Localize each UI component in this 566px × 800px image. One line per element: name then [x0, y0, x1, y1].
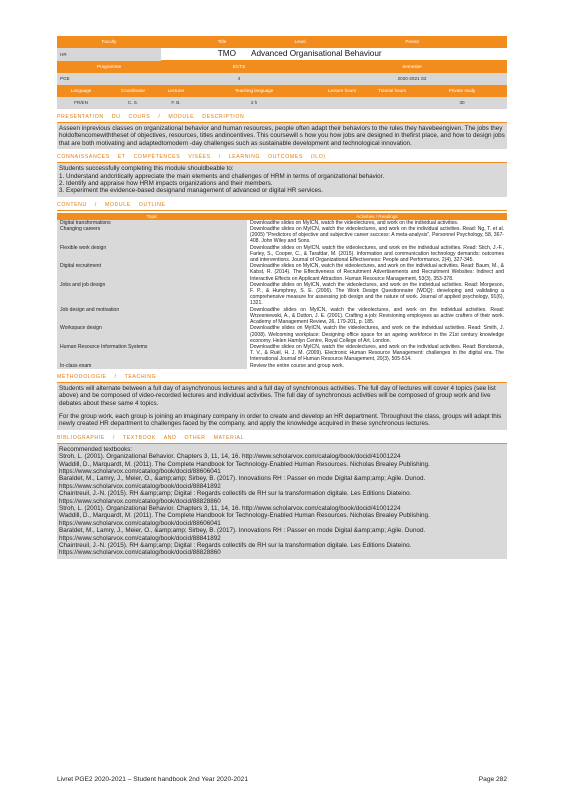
outline-topic: In-class exam	[57, 363, 247, 369]
info-label-faculty: Faculty	[57, 36, 161, 48]
info-programme-value: PGE	[57, 73, 161, 85]
content-area	[57, 36, 507, 783]
bibliography-entry: Waddill, D., Marquardt, M. (2011). The Complete Handbook for Technology-Enabled Human Resources. Nicholas Brealey Publishing. https://www.scholarvox.com/catalog/book/docid/88606041	[59, 512, 430, 527]
bibliography-entry: Baraldet, M., Lamry, J., Meier, O., &amp;amp; Sirbey, B. (2017). Innovations RH : Passer en mode Digital &amp;amp; Agile. Dunod. https://www.scholarvox.com/catalog/book/docid/88841892	[59, 475, 426, 490]
info-faculty-value: HR	[57, 48, 161, 61]
outline-topic: Digital recruitment	[57, 263, 247, 282]
course-code: TMO	[161, 48, 239, 61]
info-label-level: Level	[283, 36, 317, 48]
presentation-box	[57, 123, 507, 149]
outcomes-heading: CONNAISSANCES ET COMPÉTENCES VISÉES / LEARNING OUTCOMES (ILO)	[57, 154, 507, 163]
outline-row	[57, 325, 507, 344]
outline-activity: Downloadthe slides on MyICN, watch the videolectures, and work on the individual activities. Read: Smith, J. (2008). Welcoming workplace: Designing office space for an ageing workforce in the 21st century knowledge economy. Helen Hamlyn Centre, Royal College of Art, London.	[247, 325, 507, 344]
methodology-heading: MÉTHODOLOGIE / TEACHING	[57, 374, 507, 383]
outline-activity: Downloadthe slides on MyICN, watch the videolectures, and work on the individual activities. Read: Stich, J.-F., Farley, S., Cooper, C., & Tarafdar, M. (2015). Information and communication technology demands: outcomes and interventions. Journal of Organizational Effectiveness: People and Performance, 2(4), 327-345.	[247, 245, 507, 264]
bibliography-entry: Chaintreuil, J.-N. (2015). RH &amp;amp; Digital : Regards collectifs de RH sur la transformation digitale. Les Editions Diateino. https://www.scholarvox.com/catalog/book/docid/88828860	[59, 490, 412, 505]
outline-heading: CONTENU / MODULE OUTLINE	[57, 202, 507, 211]
info-label-private-study: Private study	[417, 85, 507, 97]
outline-topic: Digital transformations	[57, 220, 247, 226]
outline-header-topic: Topic	[57, 213, 247, 220]
presentation-heading: PRESENTATION DU COURS / MODULE DESCRIPTION	[57, 114, 507, 123]
footer-page-number: Page 282	[478, 776, 507, 783]
info-label-period: Period	[317, 36, 507, 48]
info-label-teaching-language: Teaching language	[191, 85, 317, 97]
methodology-paragraph-1: Students will alternate between a full day of asynchronous lectures and a full day of synchronous activities. The full day of lectures will cover 4 topics (see list above) and be composed of video-recorded lectures and individual activities. The full day of synchronous activities will be composed of group work and live debates about these same 4 topics.	[59, 384, 496, 407]
outline-activity: Downloadthe slides on MyICN, watch the videolectures, and work on the individual activities. Read: Bondarouk, T. V., & Ruël, H. J. M. (2009). Electronic Human Resource Management: challenges in the digital era. The International Journal of Human Resource Management, 20(3), 505-514.	[247, 344, 507, 363]
outline-topic: Human Resource Information Systems	[57, 344, 247, 363]
bibliography-entry: Stroh, L. (2001). Organizational Behavior. Chapters 3, 11, 14, 16. http://www.scholarvox.com/catalog/book/docid/41001224	[59, 505, 401, 512]
info-teaching-value: 2 h	[191, 97, 317, 109]
outline-row	[57, 282, 507, 307]
outcome-item-2: 2. Identify and appraise how HRM impacts organizations and their members.	[59, 180, 273, 188]
outline-activity: Downloadthe slides on MyICN, watch the videolectures, and work on the individual activities.	[247, 220, 507, 226]
outline-activity: Review the entire course and group work.	[247, 363, 507, 369]
info-label-programme: Programme	[57, 61, 161, 74]
outline-activity: Downloadthe slides on MyICN, watch the videolectures, and work on the individual activities. Read: Wrzesniewski, A., & Dutton, J. E. (2001). Crafting a job: Revisioning employees as active crafters of their work. Academy of Management Review, 26, 179-201, p. 185.	[247, 307, 507, 326]
outcomes-intro: Students successfully completing this module shouldbeable to:	[59, 165, 234, 173]
info-label-coordinator: Coordinator	[105, 85, 161, 97]
footer-handbook-title: Livret PGE2 2020-2021 – Student handbook 2nd Year 2020-2021	[57, 776, 249, 783]
methodology-box	[57, 383, 507, 430]
course-info-table	[57, 36, 507, 109]
info-label-semester: Semester	[317, 61, 507, 74]
info-label-lecture-hours: Lecture hours	[317, 85, 367, 97]
info-lecturer-value: F. B.	[161, 97, 191, 109]
outline-activity: Downloadthe slides on MyICN, watch the videolectures, and work on the individual activities. Read: Baum, M., & Kabst, R. (2014). The Effectiveness of Recruitment Advertisements and Recruitment Websites: Indirect and Interactive Effects on Applicant Attraction. Human Resource Management, 53(3), 353-378.	[247, 263, 507, 282]
methodology-paragraph-2: For the group work, each group is joining an imaginary company in order to create and develop an HR department. Throughout the class, groups will adapt this newly created HR department to challenges faced by the company, and apply the knowledge acquired in these synchronous lectures.	[59, 412, 502, 428]
outcomes-box	[57, 163, 507, 197]
outline-topic: Flexible work design	[57, 245, 247, 264]
bibliography-entry: Chaintreuil, J.-N. (2015). RH &amp;amp; Digital : Regards collectifs de RH sur la transformation digitale. Les Editions Diateino. https://www.scholarvox.com/catalog/book/docid/88828860	[59, 542, 412, 557]
outline-row	[57, 226, 507, 245]
outline-activity: Downloadthe slides on MyICN, watch the videolectures, and work on the individual activities. Read: Ng, T. et al. (2005) "Predictors of objective and subjective career success: A meta-analysis", Personnel Psychology, 58, 367-408. John Wiley and Sons.	[247, 226, 507, 245]
info-language-value: FR/EN	[57, 97, 105, 109]
outline-row	[57, 307, 507, 326]
outline-header-activities: Activities / Readings	[247, 213, 507, 220]
info-ects-value: 4	[161, 73, 317, 85]
outline-row	[57, 344, 507, 363]
bibliography-intro: Recommended textbooks:	[59, 445, 133, 453]
outline-table	[57, 213, 507, 369]
bibliography-entry: Baraldet, M., Lamry, J., Meier, O., &amp;amp; Sirbey, B. (2017). Innovations RH : Passer en mode Digital &amp;amp; Agile. Dunod. https://www.scholarvox.com/catalog/book/docid/88841892	[59, 527, 426, 542]
info-coordinator-value: C. S.	[105, 97, 161, 109]
outline-topic: Changing careers	[57, 226, 247, 245]
outline-topic: Job design and motivation	[57, 307, 247, 326]
outline-row	[57, 263, 507, 282]
info-semester-value: 2020-2021 S2	[317, 73, 507, 85]
info-label-language: Language	[57, 85, 105, 97]
bibliography-box	[57, 444, 507, 559]
outline-row	[57, 245, 507, 264]
info-private-study-value: 30	[417, 97, 507, 109]
info-label-ects: ECTS	[161, 61, 317, 74]
info-label-lecturer: Lecturer	[161, 85, 191, 97]
bibliography-entry: Stroh, L. (2001). Organizational Behavior. Chapters 3, 11, 14, 16. http://www.scholarvox.com/catalog/book/docid/41001224	[59, 453, 401, 461]
course-title: Advanced Organisational Behaviour	[239, 48, 507, 61]
info-label-title: Title	[161, 36, 283, 48]
outline-row	[57, 363, 507, 369]
presentation-text: Asseen inprevious classes on organizational behavior and human resources, people often adapt their behaviors to the rules they havebeengiven. The jobs they holdoftencomewiththeset of objectives, resources, titles andincentives. This coursewill s how you how jobs are designed in thefirst place, and how to design jobs that are both motivating and adaptedtomodern -day challenges such as sustainable development and technological innovation.	[59, 125, 505, 147]
outcome-item-3: 3. Experiment the evidence-based designand management of advanced or digital HR services.	[59, 187, 323, 195]
outline-topic: Workspace design	[57, 325, 247, 344]
page-footer	[57, 776, 507, 783]
outline-topic: Jobs and job design	[57, 282, 247, 307]
info-empty-cell	[317, 97, 417, 109]
outline-activity: Downloadthe slides on MyICN, watch the videolectures, and work on the individual activities. Read: Morgeson, F. P., & Humphrey, S. E. (2006). The Work Design Questionnaire (WDQ): developing and validating a comprehensive measure for assessing job design and the nature of work. Journal of applied psychology, 91(6), 1321.	[247, 282, 507, 307]
bibliography-entry: Waddill, D., Marquardt, M. (2011). The Complete Handbook for Technology-Enabled Human Resources. Nicholas Brealey Publishing. https://www.scholarvox.com/catalog/book/docid/88606041	[59, 460, 430, 475]
info-label-tutorial-hours: Tutorial hours	[367, 85, 417, 97]
bibliography-heading: BIBLIOGRAPHIE / TEXTBOOK AND OTHER MATERIAL	[57, 435, 507, 444]
outcome-item-1: 1. Understand andcritically appreciate the main elements and challenges of HRM in terms of organizational behavior.	[59, 172, 385, 180]
